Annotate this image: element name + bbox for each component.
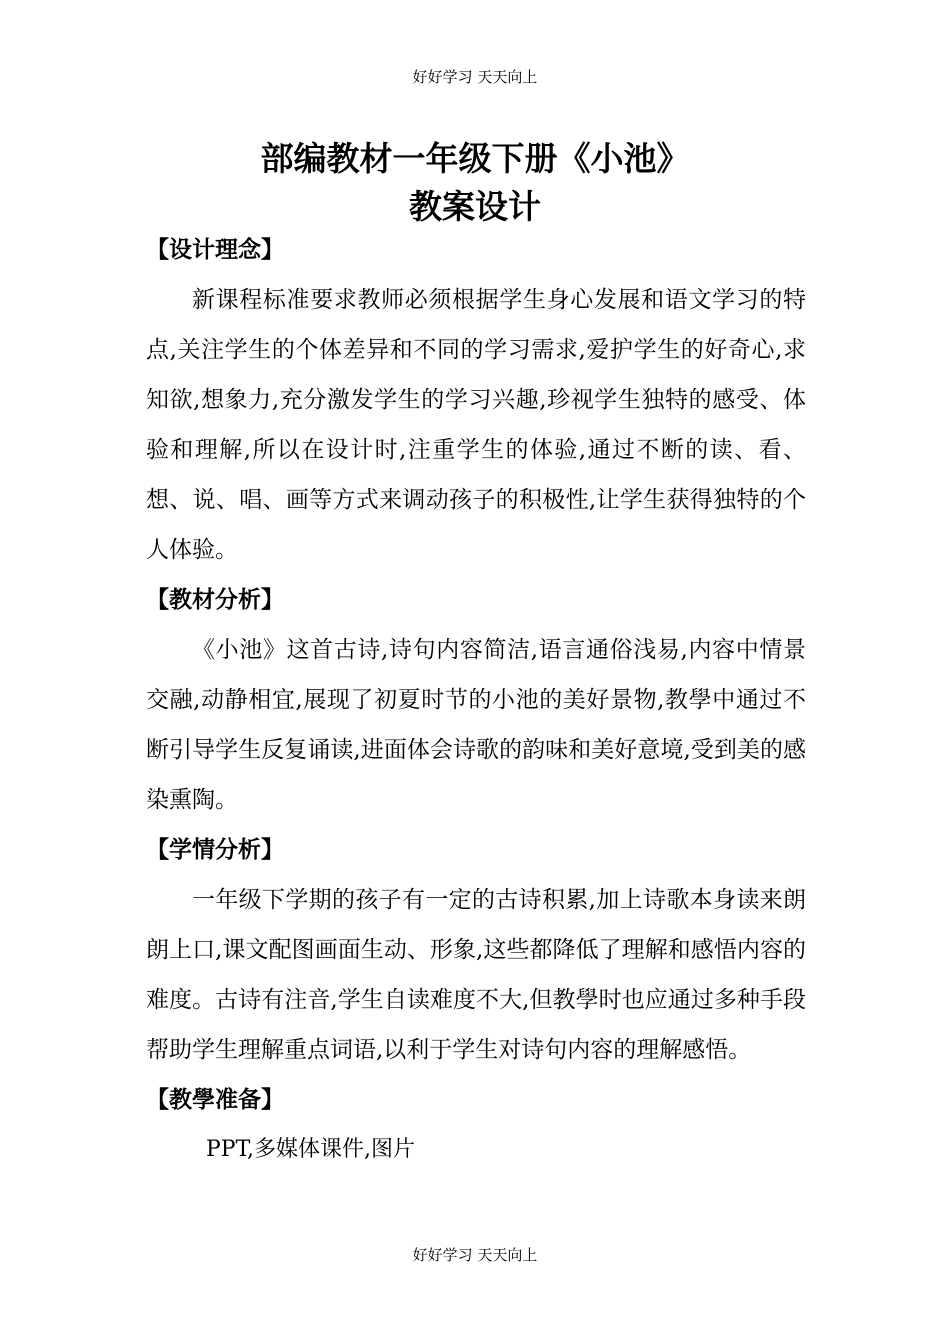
page-footer: 好好学习 天天向上	[412, 1246, 538, 1264]
section-heading-students: 【学情分析】	[146, 837, 284, 863]
section-heading-material: 【教材分析】	[146, 587, 284, 613]
document-subtitle: 教案设计	[409, 187, 541, 226]
section-body-preparation: PPT,多媒体课件,图片	[206, 1137, 416, 1162]
section-heading-preparation: 【教學准备】	[146, 1087, 284, 1113]
page-header: 好好学习 天天向上	[412, 68, 538, 86]
document-title: 部编教材一年级下册《小池》	[260, 139, 690, 178]
document-body	[146, 225, 806, 1175]
section-body-design: 新课程标准要求教师必须根据学生身心发展和语文学习的特点,关注学生的个体差异和不同的学习需求,爱护学生的好奇心,求知欲,想象力,充分激发学生的学习兴趣,珍视学生独特的感受、体验和理解,所以在设计时,注重学生的体验,通过不断的读、看、想、说、唱、画等方式来调动孩子的积极性,让学生获得独特的个人体验。	[146, 287, 806, 563]
section-body-students: 一年级下学期的孩子有一定的古诗积累,加上诗歌本身读来朗朗上口,课文配图画面生动、形象,这些都降低了理解和感悟内容的难度。古诗有注音,学生自读难度不大,但教學时也应通过多种手段帮助学生理解重点词语,以利于学生对诗句内容的理解感悟。	[146, 887, 806, 1063]
section-body-material: 《小池》这首古诗,诗句内容简洁,语言通俗浅易,内容中情景交融,动静相宜,展现了初夏时节的小池的美好景物,教學中通过不断引导学生反复诵读,进面体会诗歌的韵味和美好意境,受到美的感染熏陶。	[146, 637, 806, 813]
section-heading-design: 【设计理念】	[146, 237, 284, 263]
